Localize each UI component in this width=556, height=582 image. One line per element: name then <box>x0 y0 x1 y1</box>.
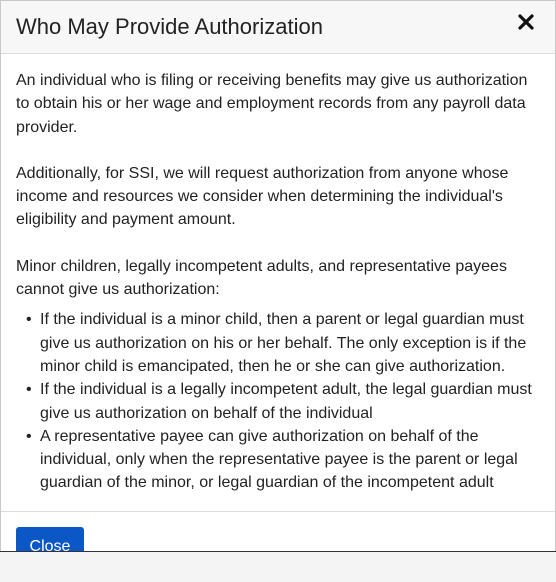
paragraph-who-may-authorize: An individual who is filing or receiving benefits may give us authorization to obtain his or her wage and employment records from any payroll data provider. <box>16 72 528 136</box>
dialog-footer <box>1 511 555 551</box>
close-icon[interactable] <box>515 11 537 33</box>
close-button[interactable]: Close <box>16 527 84 551</box>
list-item: • If the individual is a legally incompetent adult, the legal guardian must give us authorization on behalf of the individual <box>40 378 540 425</box>
exceptions-list <box>16 308 540 494</box>
list-item: • If the individual is a minor child, then a parent or legal guardian must give us authorization on his or her behalf. The only exception is if the minor child is emancipated, then he or she can give authorization. <box>40 308 540 378</box>
page-background <box>0 551 556 582</box>
dialog-body <box>1 54 555 495</box>
dialog-title: Who May Provide Authorization <box>16 14 323 39</box>
paragraph-cannot-authorize: Minor children, legally incompetent adults, and representative payees cannot give us authorization: <box>16 257 507 299</box>
dialog-header <box>1 1 555 54</box>
paragraph-ssi-authorization: Additionally, for SSI, we will request authorization from anyone whose income and resources we consider when determining the individual's eligibility and payment amount. <box>16 164 509 229</box>
list-item: • A representative payee can give authorization on behalf of the individual, only when the representative payee is the parent or legal guardian of the minor, or legal guardian of the incompetent adult <box>40 425 540 495</box>
